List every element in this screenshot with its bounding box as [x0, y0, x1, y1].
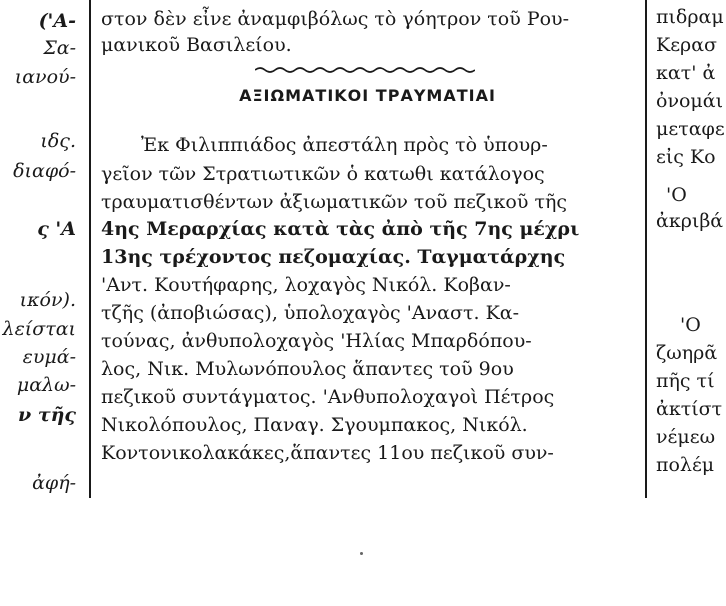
- body-line: 'Αντ. Κουτήφαρης, λοχαγὸς Νικόλ. Κοβαν-: [101, 274, 511, 296]
- body-line: πεζικοῦ συντάγματος. 'Ανθυπολοχαγοὶ Πέτρος: [101, 386, 555, 408]
- right-column-line: 'Ο: [680, 314, 701, 336]
- left-column-line: λείσται: [2, 318, 76, 340]
- left-column-line: ν τῆς: [18, 404, 76, 426]
- body-line: 13ης τρέχοντος πεζομαχίας. Ταγματάρχης: [101, 246, 566, 268]
- right-column-line: πολέμ: [656, 454, 715, 476]
- paper-speck: [360, 552, 363, 555]
- right-column: [652, 0, 726, 510]
- right-column-line: εἰς Κο: [656, 146, 716, 168]
- left-column-line: ιδς.: [40, 130, 76, 152]
- right-column-line: ἀκτίστ: [656, 398, 723, 420]
- column-rule-left: [89, 0, 91, 498]
- main-article-column: [95, 0, 640, 510]
- left-column-line: ευμά-: [22, 346, 76, 368]
- right-column-line: νέμεω: [656, 426, 716, 448]
- right-column-line: 'Ο: [666, 184, 687, 206]
- body-line: τραυματισθέντων ἀξιωματικῶν τοῦ πεζικοῦ τῆς: [101, 191, 567, 213]
- right-column-line: μεταφε: [656, 118, 725, 140]
- right-column-line: πιδραμ: [656, 6, 724, 28]
- left-column-line: ἀφή-: [32, 472, 76, 494]
- right-column-line: κατ' ἀ: [656, 62, 716, 84]
- column-rule-right: [645, 0, 647, 498]
- article-headline: ΑΞΙΩΜΑΤΙΚΟΙ ΤΡΑΥΜΑΤΙΑΙ: [239, 86, 496, 105]
- right-column-line: ζωηρᾶ: [656, 342, 718, 364]
- intro-line: μανικοῦ Βασιλείου.: [101, 34, 292, 56]
- body-line: Ἐκ Φιλιππιάδος ἀπεστάλη πρὸς τὸ ὑπουρ-: [141, 134, 548, 156]
- body-line: 4ης Μεραρχίας κατὰ τὰς ἀπὸ τῆς 7ης μέχρι: [101, 218, 580, 240]
- right-column-line: ἀκριβά: [656, 210, 724, 232]
- wavy-divider: [255, 66, 475, 74]
- right-column-line: Κερασ: [656, 34, 718, 56]
- body-line: τζῆς (ἀποβιώσας), ὑπολοχαγὸς 'Αναστ. Κα-: [101, 302, 520, 324]
- left-column-line: μαλω-: [16, 374, 76, 396]
- body-line: Νικολόπουλος, Παναγ. Σγουμπακος, Νικόλ.: [101, 414, 528, 436]
- body-line: λος, Νικ. Μυλωνόπουλος ἅπαντες τοῦ 9ου: [101, 358, 514, 380]
- left-column-line: διαφό-: [13, 160, 76, 182]
- left-column-line: Σα-: [43, 37, 76, 59]
- body-line: τούνας, ἀνθυπολοχαγὸς 'Ηλίας Μπαρδόπου-: [101, 330, 532, 352]
- right-column-line: ὀνομάι: [656, 90, 724, 112]
- left-column: [0, 0, 82, 510]
- left-column-line: ικόν).: [19, 289, 76, 311]
- body-line: Κοντονικολακάκες,ἅπαντες 11ου πεζικοῦ συν-: [101, 442, 554, 464]
- body-line: γεῖον τῶν Στρατιωτικῶν ὁ κατωθι κατάλογος: [101, 163, 545, 185]
- right-column-line: πῆς τί: [656, 370, 715, 392]
- left-column-line: ς 'Α: [37, 218, 76, 240]
- left-column-line: ιανού-: [14, 66, 76, 88]
- intro-line: στον δὲν εἶνε ἀναμφιβόλως τὸ γόητρον τοῦ Ρου-: [101, 8, 570, 30]
- left-column-line: ('Α-: [38, 10, 76, 32]
